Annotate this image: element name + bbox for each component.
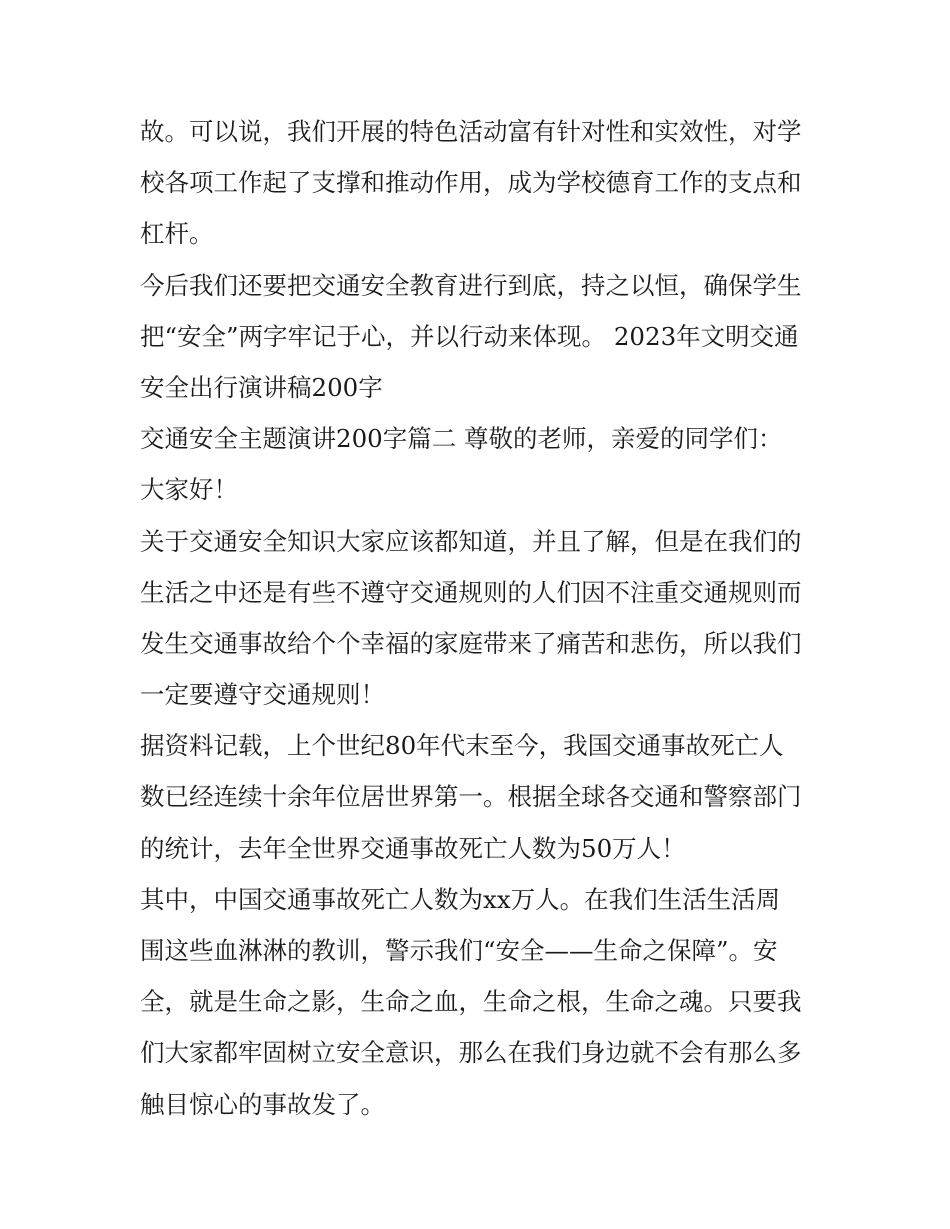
text-line: 把“安全”两字牢记于心，并以行动来体现。 2023年文明交通 [140, 321, 799, 351]
text-line: 校各项工作起了支撑和推动作用，成为学校德育工作的支点和 [140, 168, 802, 198]
text-line: 据资料记载，上个世纪80年代末至今，我国交通事故死亡人 [140, 731, 784, 761]
text-line: 们大家都牢固树立安全意识，那么在我们身边就不会有那么多 [140, 1038, 802, 1068]
text-line: 的统计，去年全世界交通事故死亡人数为50万人！ [140, 833, 686, 863]
text-line: 数已经连续十余年位居世界第一。根据全球各交通和警察部门 [140, 782, 802, 812]
text-line: 故。可以说，我们开展的特色活动富有针对性和实效性，对学 [140, 117, 802, 146]
text-line: 生活之中还是有些不遵守交通规则的人们因不注重交通规则而 [140, 577, 802, 607]
text-line: 安全出行演讲稿200字 [140, 372, 383, 402]
text-line: 一定要遵守交通规则！ [140, 680, 385, 710]
text-line: 今后我们还要把交通安全教育进行到底，持之以恒，确保学生 [140, 270, 802, 300]
text-line: 交通安全主题演讲200字篇二 尊敬的老师，亲爱的同学们： [140, 424, 783, 454]
text-line: 全，就是生命之影，生命之血，生命之根，生命之魂。只要我 [140, 987, 802, 1017]
text-line: 发生交通事故给个个幸福的家庭带来了痛苦和悲伤，所以我们 [140, 628, 802, 658]
text-line: 大家好！ [140, 475, 238, 505]
document-body [140, 106, 820, 1130]
text-line: 关于交通安全知识大家应该都知道，并且了解，但是在我们的 [140, 526, 802, 556]
text-line: 围这些血淋淋的教训，警示我们“安全——生命之保障”。安 [140, 936, 778, 965]
text-line: 触目惊心的事故发了。 [140, 1089, 385, 1119]
text-line: 其中，中国交通事故死亡人数为xx万人。在我们生活生活周 [140, 884, 781, 914]
text-line: 杠杆。 [140, 219, 214, 249]
